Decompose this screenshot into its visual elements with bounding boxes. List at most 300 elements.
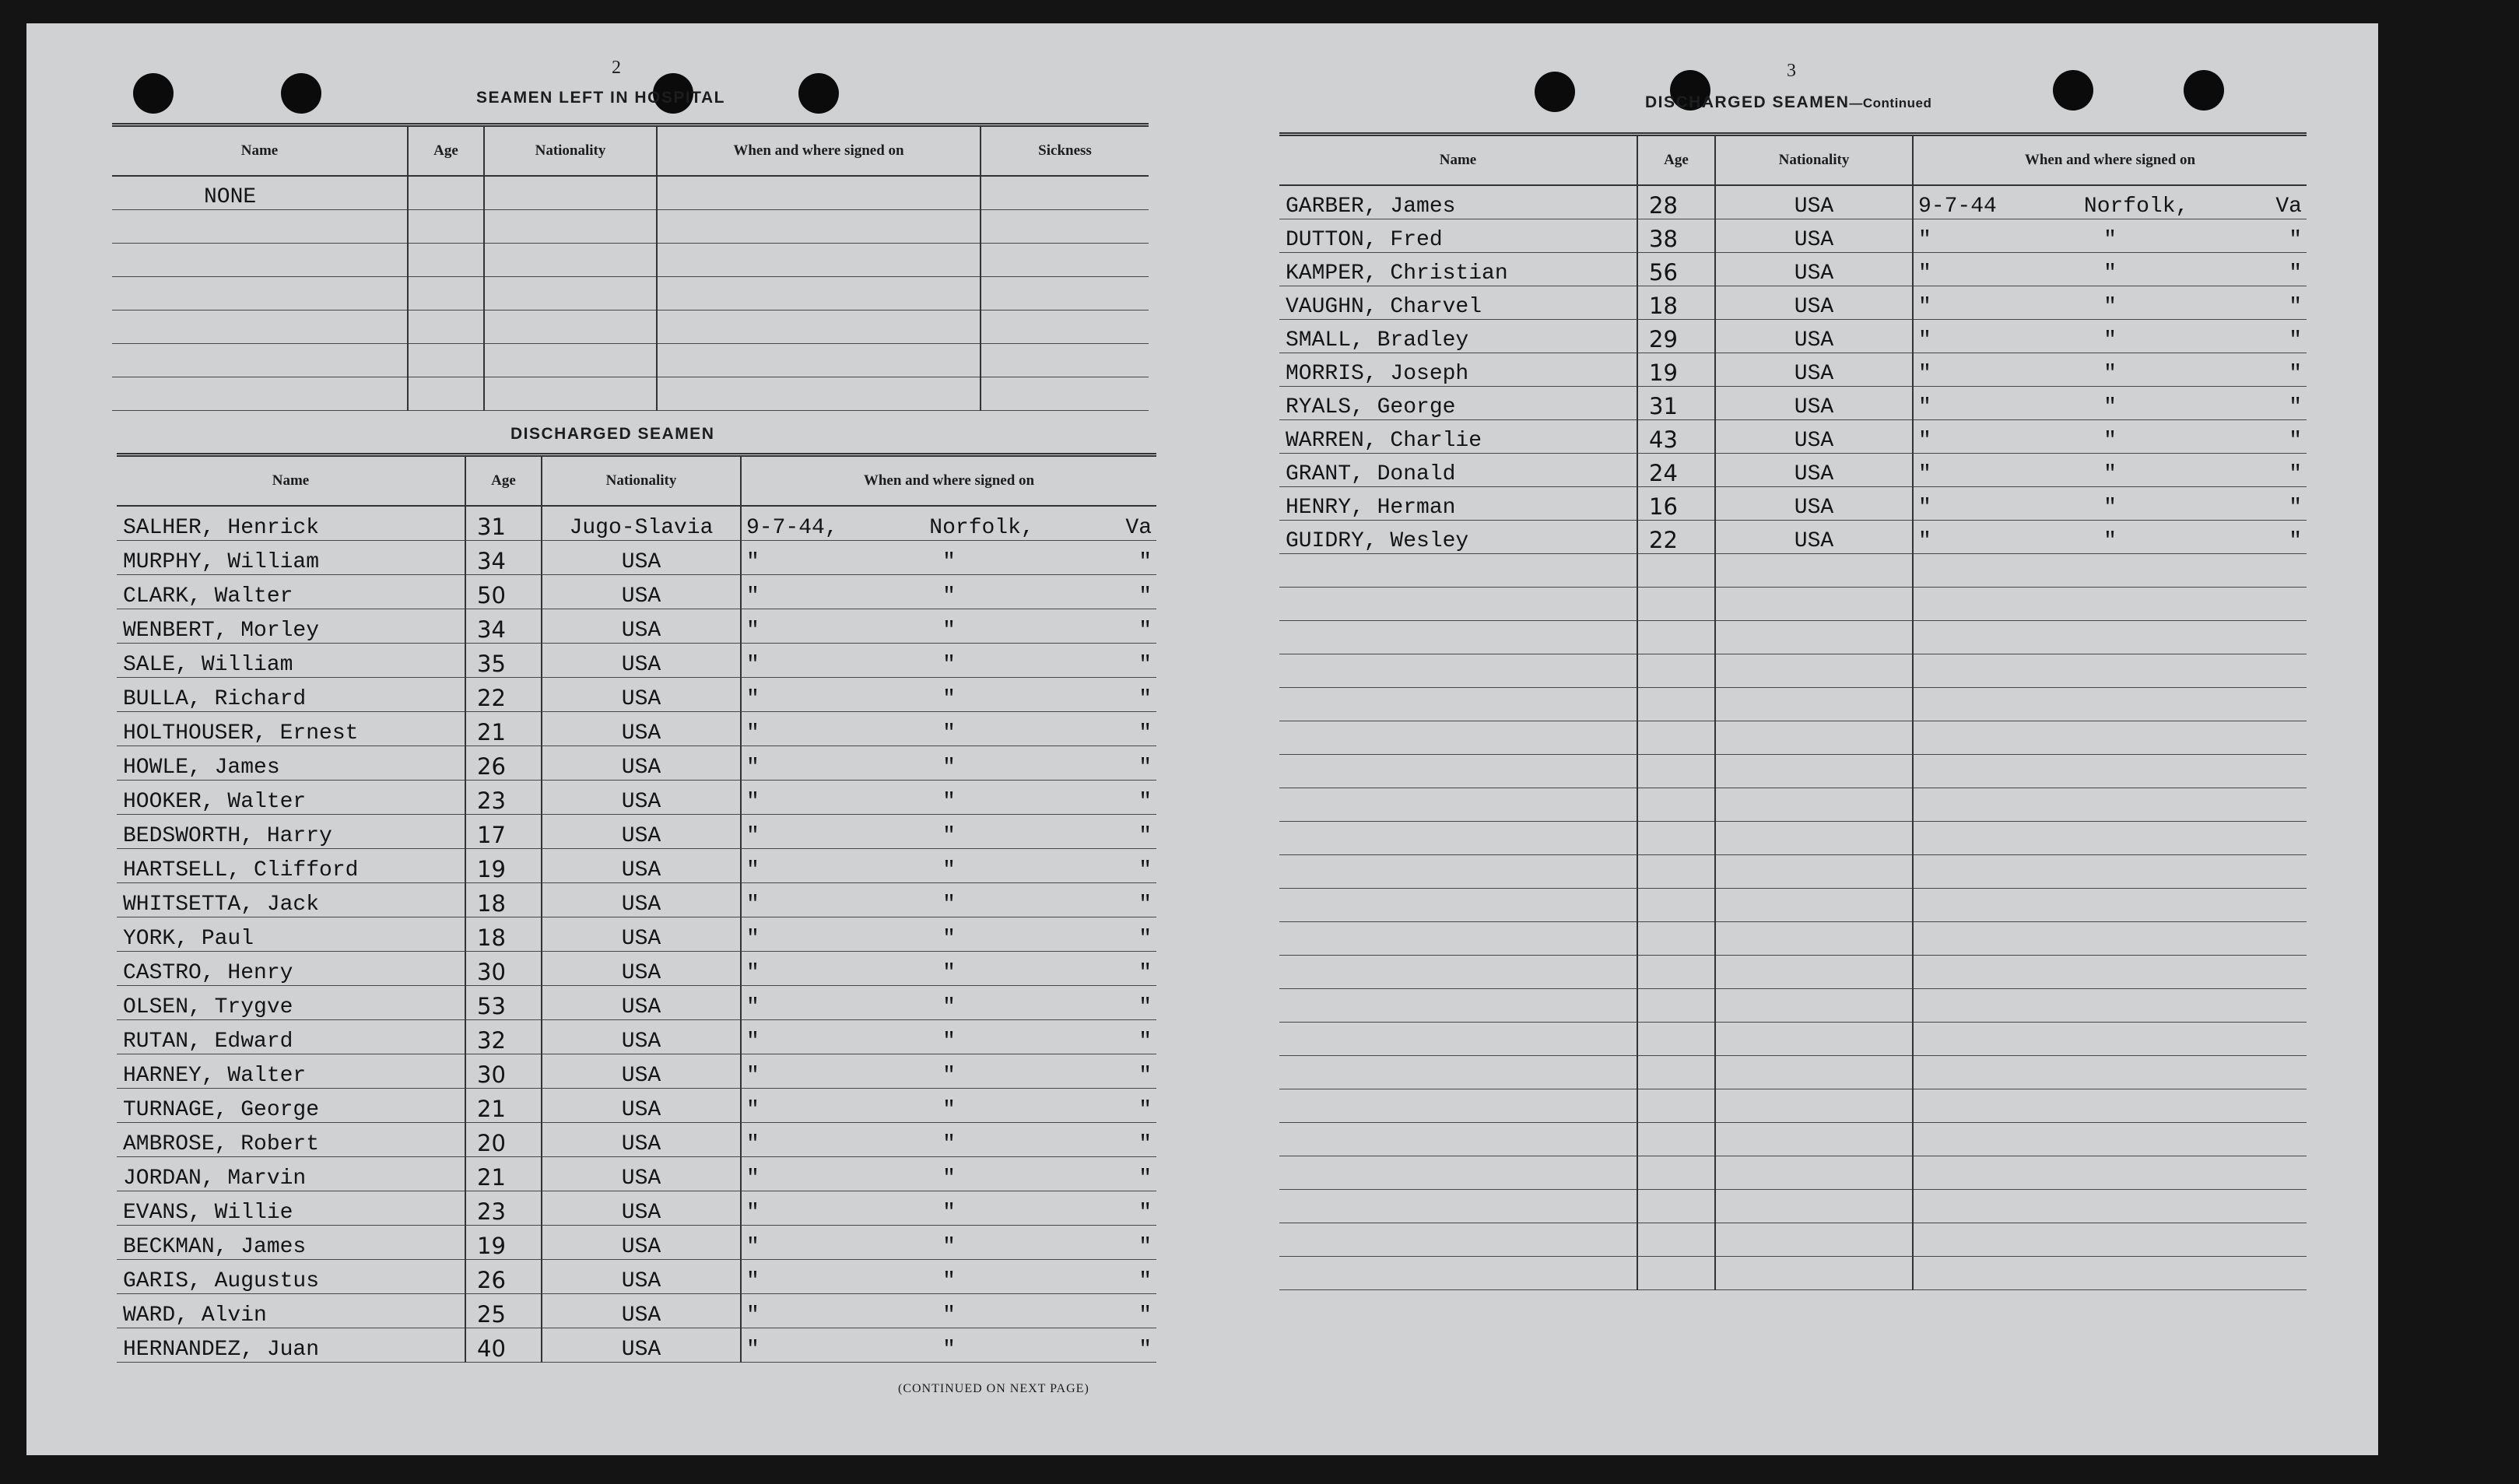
table-row [112, 276, 1149, 310]
table-row [117, 1019, 1156, 1054]
signed-on-part: " [746, 618, 760, 643]
table-row [117, 677, 1156, 711]
signed-on-part: " [746, 1268, 760, 1293]
blank-cell [1715, 587, 1913, 620]
signed-on-part: " [942, 995, 956, 1019]
table-row [117, 1328, 1156, 1362]
seaman-name: SALE, William [117, 643, 465, 677]
signed-on-part: " [746, 892, 760, 917]
signed-on-parts [1918, 295, 2302, 319]
column-header: Age [408, 125, 484, 177]
seaman-name: HERNANDEZ, Juan [117, 1328, 465, 1362]
seaman-name: GARIS, Augustus [117, 1259, 465, 1293]
seaman-nationality: USA [542, 677, 741, 711]
signed-on-part: " [942, 789, 956, 814]
hospital-cell [657, 343, 981, 377]
signed-on-part: " [1138, 823, 1152, 848]
hospital-cell [484, 276, 657, 310]
signed-on-part: " [2103, 361, 2117, 386]
signed-on-part: " [1138, 995, 1152, 1019]
seaman-nationality: USA [1715, 419, 1913, 453]
seaman-nationality: USA [542, 609, 741, 643]
signed-on-part: " [1138, 926, 1152, 951]
table-row [112, 343, 1149, 377]
hospital-cell [408, 243, 484, 276]
blank-cell [1279, 1089, 1637, 1122]
signed-on-cell [741, 711, 1156, 746]
blank-row [1279, 620, 2307, 654]
signed-on-part: " [1138, 1063, 1152, 1088]
seaman-nationality: USA [542, 1019, 741, 1054]
blank-row [1279, 1089, 2307, 1122]
table-row [117, 609, 1156, 643]
blank-cell [1279, 788, 1637, 821]
signed-on-part: " [2289, 261, 2302, 286]
signed-on-cell [1913, 319, 2307, 353]
blank-cell [1913, 921, 2307, 955]
signed-on-part: " [942, 1097, 956, 1122]
signed-on-cell [1913, 185, 2307, 219]
blank-cell [1715, 553, 1913, 587]
table-row [112, 243, 1149, 276]
seaman-age: 22 [465, 677, 542, 711]
seaman-age: 20 [465, 1122, 542, 1156]
signed-on-part: " [2103, 328, 2117, 353]
blank-cell [1637, 1089, 1715, 1122]
signed-on-part: " [746, 1234, 760, 1259]
blank-row [1279, 1223, 2307, 1256]
blank-cell [1913, 821, 2307, 854]
blank-row [1279, 988, 2307, 1022]
hospital-cell [408, 310, 484, 343]
signed-on-part: " [746, 823, 760, 848]
seaman-age: 30 [465, 1054, 542, 1088]
blank-row [1279, 1122, 2307, 1156]
hospital-cell [112, 276, 408, 310]
blank-cell [1715, 1223, 1913, 1256]
right-page [1209, 23, 2361, 1455]
seaman-nationality: USA [542, 917, 741, 951]
signed-on-parts [1918, 261, 2302, 286]
signed-on-part: " [746, 789, 760, 814]
blank-row [1279, 687, 2307, 721]
signed-on-part: " [746, 721, 760, 746]
blank-cell [1279, 1223, 1637, 1256]
seaman-name: BULLA, Richard [117, 677, 465, 711]
seaman-age: 16 [1637, 486, 1715, 520]
signed-on-cell [741, 848, 1156, 882]
signed-on-parts [746, 619, 1152, 643]
signed-on-part: Va [2275, 194, 2302, 219]
signed-on-part: " [746, 1131, 760, 1156]
hospital-cell [981, 209, 1149, 243]
seaman-age: 18 [465, 917, 542, 951]
signed-on-part: " [2289, 294, 2302, 319]
blank-row [1279, 788, 2307, 821]
column-header: Sickness [981, 125, 1149, 177]
blank-row [1279, 955, 2307, 988]
signed-on-cell [741, 609, 1156, 643]
signed-on-parts [746, 1303, 1152, 1328]
seaman-age: 19 [465, 1225, 542, 1259]
signed-on-part: " [942, 1268, 956, 1293]
signed-on-part: " [2103, 428, 2117, 453]
blank-cell [1279, 955, 1637, 988]
blank-cell [1637, 1022, 1715, 1055]
signed-on-cell [741, 643, 1156, 677]
document-sheet [26, 23, 2378, 1455]
signed-on-part: " [1138, 1166, 1152, 1191]
seaman-nationality: USA [1715, 219, 1913, 252]
seaman-age: 53 [465, 985, 542, 1019]
hospital-cell [657, 310, 981, 343]
signed-on-parts [746, 995, 1152, 1019]
seaman-age: 23 [465, 780, 542, 814]
signed-on-part: " [2289, 495, 2302, 520]
blank-cell [1279, 921, 1637, 955]
seaman-nationality: USA [542, 882, 741, 917]
signed-on-cell [741, 1088, 1156, 1122]
blank-cell [1637, 553, 1715, 587]
signed-on-part: " [746, 1303, 760, 1328]
signed-on-part: " [1138, 892, 1152, 917]
blank-cell [1913, 620, 2307, 654]
signed-on-cell [1913, 486, 2307, 520]
signed-on-part: " [2103, 261, 2117, 286]
seaman-nationality: USA [542, 814, 741, 848]
seaman-nationality: USA [1715, 185, 1913, 219]
signed-on-parts [746, 1201, 1152, 1225]
seaman-name: AMBROSE, Robert [117, 1122, 465, 1156]
blank-cell [1715, 1189, 1913, 1223]
column-header: When and where signed on [657, 125, 981, 177]
blank-cell [1637, 1256, 1715, 1289]
signed-on-part: " [2289, 328, 2302, 353]
seaman-age: 19 [465, 848, 542, 882]
signed-on-part: Norfolk, [929, 515, 1034, 540]
seaman-name: OLSEN, Trygve [117, 985, 465, 1019]
seaman-nationality: USA [542, 1225, 741, 1259]
hospital-cell [657, 243, 981, 276]
hospital-cell [112, 377, 408, 410]
blank-cell [1715, 1256, 1913, 1289]
blank-row [1279, 921, 2307, 955]
discharged-continued-table [1279, 132, 2307, 1290]
table-row [117, 1225, 1156, 1259]
column-header: Nationality [1715, 135, 1913, 186]
column-header: Nationality [484, 125, 657, 177]
seaman-name: BEDSWORTH, Harry [117, 814, 465, 848]
seaman-name: WHITSETTA, Jack [117, 882, 465, 917]
blank-cell [1913, 988, 2307, 1022]
hospital-cell [981, 176, 1149, 209]
seaman-age: 19 [1637, 353, 1715, 386]
seaman-name: GUIDRY, Wesley [1279, 520, 1637, 553]
hospital-cell [112, 310, 408, 343]
seaman-age: 21 [465, 1156, 542, 1191]
signed-on-parts [746, 927, 1152, 951]
table-row [117, 951, 1156, 985]
seaman-nationality: USA [542, 1156, 741, 1191]
seaman-name: CASTRO, Henry [117, 951, 465, 985]
blank-cell [1913, 1189, 2307, 1223]
hospital-cell [484, 176, 657, 209]
blank-cell [1715, 721, 1913, 754]
blank-cell [1637, 1055, 1715, 1089]
blank-cell [1715, 654, 1913, 687]
seaman-age: 38 [1637, 219, 1715, 252]
seaman-nationality: USA [542, 951, 741, 985]
seaman-nationality: USA [542, 540, 741, 574]
signed-on-part: " [2289, 428, 2302, 453]
blank-cell [1637, 955, 1715, 988]
signed-on-part: " [1138, 549, 1152, 574]
signed-on-part: " [1918, 428, 1931, 453]
seaman-nationality: USA [1715, 386, 1913, 419]
signed-on-parts [746, 893, 1152, 917]
blank-row [1279, 888, 2307, 921]
seaman-name: YORK, Paul [117, 917, 465, 951]
signed-on-part: " [1918, 528, 1931, 553]
signed-on-part: " [746, 926, 760, 951]
table-row [117, 1259, 1156, 1293]
signed-on-part: " [1138, 1337, 1152, 1362]
signed-on-part: " [942, 1200, 956, 1225]
blank-row [1279, 754, 2307, 788]
column-header: Name [112, 125, 408, 177]
hospital-cell [484, 343, 657, 377]
signed-on-part: " [942, 549, 956, 574]
seaman-age: 18 [465, 882, 542, 917]
blank-cell [1279, 1156, 1637, 1189]
signed-on-cell [741, 540, 1156, 574]
signed-on-parts [746, 961, 1152, 985]
seaman-name: CLARK, Walter [117, 574, 465, 609]
table-row [1279, 520, 2307, 553]
hospital-cell: NONE [112, 176, 408, 209]
signed-on-cell [1913, 353, 2307, 386]
blank-cell [1637, 620, 1715, 654]
seaman-name: EVANS, Willie [117, 1191, 465, 1225]
signed-on-cell [741, 780, 1156, 814]
signed-on-part: " [942, 1337, 956, 1362]
seaman-age: 28 [1637, 185, 1715, 219]
signed-on-cell [1913, 286, 2307, 319]
signed-on-part: " [942, 1303, 956, 1328]
signed-on-part: " [942, 926, 956, 951]
signed-on-part: " [746, 1337, 760, 1362]
seaman-nationality: USA [542, 746, 741, 780]
seaman-age: 21 [465, 711, 542, 746]
seaman-nationality: USA [542, 1328, 741, 1362]
signed-on-part: " [942, 755, 956, 780]
signed-on-part: " [1918, 227, 1931, 252]
seaman-nationality: USA [542, 711, 741, 746]
signed-on-part: " [2103, 528, 2117, 553]
seaman-nationality: USA [542, 780, 741, 814]
signed-on-cell [741, 746, 1156, 780]
seaman-age: 40 [465, 1328, 542, 1362]
seaman-name: SMALL, Bradley [1279, 319, 1637, 353]
signed-on-part: " [1138, 755, 1152, 780]
signed-on-part: " [1918, 495, 1931, 520]
blank-cell [1637, 587, 1715, 620]
blank-cell [1715, 620, 1913, 654]
table-row [1279, 185, 2307, 219]
signed-on-cell [1913, 252, 2307, 286]
seaman-age: 34 [465, 609, 542, 643]
blank-cell [1715, 921, 1913, 955]
table-row [117, 985, 1156, 1019]
signed-on-cell [741, 574, 1156, 609]
blank-row [1279, 1156, 2307, 1189]
blank-cell [1913, 788, 2307, 821]
seaman-nationality: USA [542, 1191, 741, 1225]
signed-on-part: " [1138, 1131, 1152, 1156]
seaman-name: SALHER, Henrick [117, 506, 465, 540]
table-row [1279, 319, 2307, 353]
signed-on-cell [741, 1328, 1156, 1362]
blank-cell [1279, 1022, 1637, 1055]
signed-on-parts [746, 1064, 1152, 1088]
hospital-cell [657, 209, 981, 243]
hospital-cell [112, 243, 408, 276]
table-row [1279, 353, 2307, 386]
signed-on-part: " [746, 1029, 760, 1054]
signed-on-part: " [942, 652, 956, 677]
table-row [117, 506, 1156, 540]
signed-on-parts [1918, 228, 2302, 252]
signed-on-parts [746, 1132, 1152, 1156]
signed-on-parts [746, 858, 1152, 882]
signed-on-parts [746, 824, 1152, 848]
blank-cell [1913, 1122, 2307, 1156]
seaman-name: TURNAGE, George [117, 1088, 465, 1122]
hospital-section-title: SEAMEN LEFT IN HOSPITAL [476, 89, 725, 107]
signed-on-part: " [746, 584, 760, 609]
seaman-age: 56 [1637, 252, 1715, 286]
seaman-age: 43 [1637, 419, 1715, 453]
seaman-name: WARD, Alvin [117, 1293, 465, 1328]
column-header: Nationality [542, 455, 741, 507]
signed-on-parts [1918, 529, 2302, 553]
blank-cell [1715, 1089, 1913, 1122]
blank-cell [1913, 553, 2307, 587]
signed-on-part: " [2289, 395, 2302, 419]
seaman-age: 21 [465, 1088, 542, 1122]
signed-on-part: " [2103, 461, 2117, 486]
blank-cell [1637, 921, 1715, 955]
blank-cell [1279, 754, 1637, 788]
signed-on-part: " [942, 1063, 956, 1088]
hospital-cell [408, 276, 484, 310]
signed-on-parts [1918, 496, 2302, 520]
seaman-nationality: USA [542, 1088, 741, 1122]
blank-cell [1913, 1223, 2307, 1256]
seaman-name: DUTTON, Fred [1279, 219, 1637, 252]
blank-cell [1637, 1156, 1715, 1189]
signed-on-part: " [2289, 461, 2302, 486]
seaman-age: 23 [465, 1191, 542, 1225]
signed-on-cell [741, 985, 1156, 1019]
signed-on-part: " [942, 1234, 956, 1259]
blank-cell [1913, 687, 2307, 721]
signed-on-part: " [942, 1029, 956, 1054]
table-row [1279, 286, 2307, 319]
signed-on-part: " [942, 1166, 956, 1191]
table-row [112, 310, 1149, 343]
blank-cell [1637, 1189, 1715, 1223]
column-header: When and where signed on [741, 455, 1156, 507]
signed-on-part: " [2289, 528, 2302, 553]
signed-on-cell [1913, 219, 2307, 252]
blank-cell [1715, 888, 1913, 921]
seaman-age: 25 [465, 1293, 542, 1328]
table-row [117, 711, 1156, 746]
signed-on-parts [1918, 395, 2302, 419]
signed-on-parts [746, 790, 1152, 814]
signed-on-part: " [942, 892, 956, 917]
seaman-age: 31 [465, 506, 542, 540]
blank-cell [1913, 754, 2307, 788]
seaman-age: 18 [1637, 286, 1715, 319]
seaman-name: HARNEY, Walter [117, 1054, 465, 1088]
blank-cell [1715, 955, 1913, 988]
blank-cell [1279, 654, 1637, 687]
hospital-cell [657, 176, 981, 209]
table-row [117, 574, 1156, 609]
seaman-age: 50 [465, 574, 542, 609]
seaman-name: MORRIS, Joseph [1279, 353, 1637, 386]
signed-on-cell [741, 1191, 1156, 1225]
seaman-age: 29 [1637, 319, 1715, 353]
signed-on-parts [746, 1269, 1152, 1293]
signed-on-cell [741, 917, 1156, 951]
signed-on-part: " [942, 1131, 956, 1156]
signed-on-part: Norfolk, [2083, 194, 2189, 219]
blank-cell [1279, 587, 1637, 620]
seaman-name: BECKMAN, James [117, 1225, 465, 1259]
seaman-name: MURPHY, William [117, 540, 465, 574]
seaman-nationality: USA [542, 848, 741, 882]
signed-on-part: " [1918, 261, 1931, 286]
table-row [117, 882, 1156, 917]
signed-on-cell [741, 1225, 1156, 1259]
signed-on-part: " [1138, 686, 1152, 711]
signed-on-cell [741, 814, 1156, 848]
blank-cell [1279, 854, 1637, 888]
blank-cell [1913, 854, 2307, 888]
seaman-age: 30 [465, 951, 542, 985]
blank-row [1279, 587, 2307, 620]
signed-on-part: " [1918, 328, 1931, 353]
seaman-nationality: Jugo-Slavia [542, 506, 741, 540]
blank-cell [1637, 687, 1715, 721]
blank-cell [1637, 654, 1715, 687]
hospital-cell [981, 343, 1149, 377]
seaman-nationality: USA [1715, 453, 1913, 486]
signed-on-parts [1918, 195, 2302, 219]
column-header: Age [465, 455, 542, 507]
blank-cell [1913, 1256, 2307, 1289]
seaman-age: 24 [1637, 453, 1715, 486]
blank-cell [1279, 553, 1637, 587]
seaman-name: GRANT, Donald [1279, 453, 1637, 486]
seaman-name: RYALS, George [1279, 386, 1637, 419]
signed-on-cell [741, 506, 1156, 540]
blank-cell [1279, 888, 1637, 921]
blank-cell [1913, 654, 2307, 687]
